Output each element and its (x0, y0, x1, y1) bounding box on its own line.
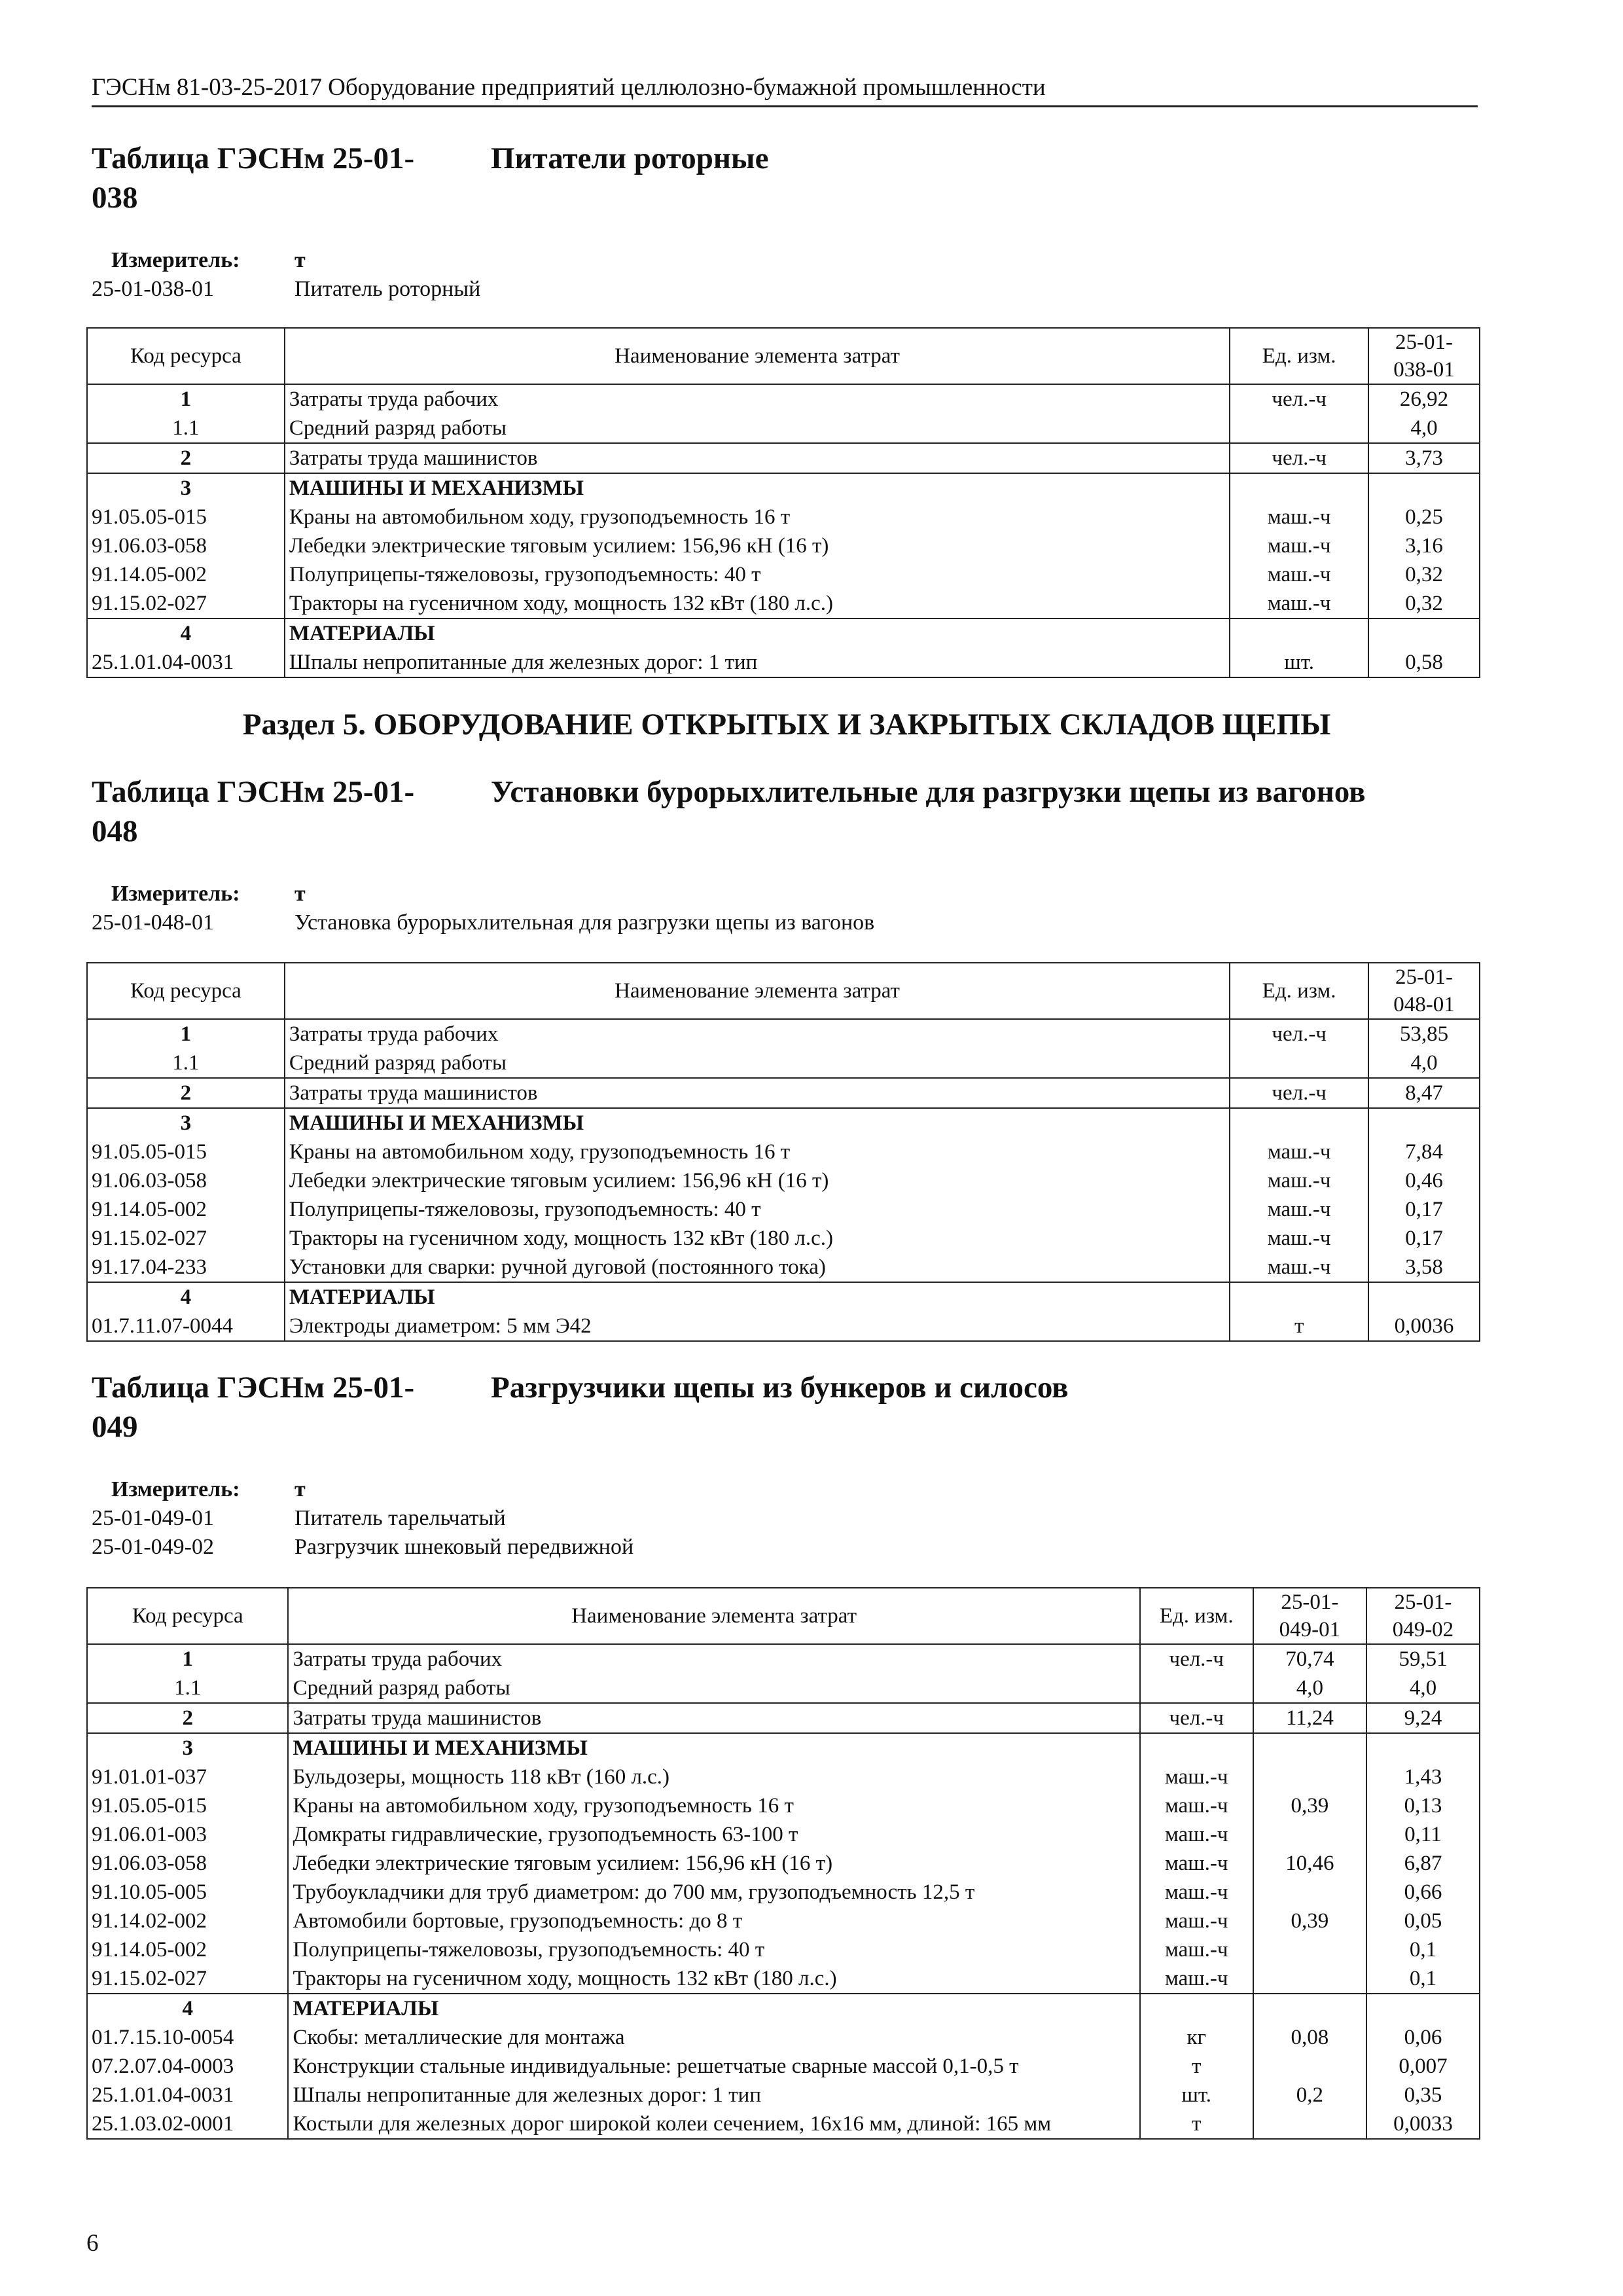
resource-name: Трубоукладчики для труб диаметром: до 700 мм, грузоподъемность 12,5 т (288, 1878, 1139, 1907)
table-number: Таблица ГЭСНм 25-01- (92, 1371, 415, 1405)
resource-unit: кг (1140, 2023, 1253, 2052)
table-number: Таблица ГЭСНм 25-01- (92, 141, 415, 175)
resource-name: МАТЕРИАЛЫ (285, 619, 1230, 648)
resource-code: 91.14.05-002 (87, 560, 285, 589)
resource-name: Тракторы на гусеничном ходу, мощность 132 кВт (180 л.с.) (285, 1224, 1230, 1253)
norm-value (1253, 1964, 1366, 1994)
resource-name: Шпалы непропитанные для железных дорог: 1 тип (285, 648, 1230, 677)
norm-value: 0,17 (1368, 1224, 1480, 1253)
resource-unit: маш.-ч (1140, 1791, 1253, 1820)
resource-name: Краны на автомобильном ходу, грузоподъемность 16 т (285, 1138, 1230, 1166)
resource-unit: маш.-ч (1140, 1907, 1253, 1935)
table-row (87, 1763, 1480, 1791)
table-title (92, 139, 1482, 217)
norm-value: 0,1 (1366, 1964, 1480, 1994)
resource-code: 3 (87, 1108, 285, 1138)
resource-name: Тракторы на гусеничном ходу, мощность 132 кВт (180 л.с.) (285, 589, 1230, 619)
resource-unit: маш.-ч (1140, 1878, 1253, 1907)
norm-value: 0,66 (1366, 1878, 1480, 1907)
resource-name: МАШИНЫ И МЕХАНИЗМЫ (285, 473, 1230, 503)
resource-unit: чел.-ч (1230, 384, 1368, 414)
resource-name: Тракторы на гусеничном ходу, мощность 132 кВт (180 л.с.) (288, 1964, 1139, 1994)
norm-value (1368, 473, 1480, 503)
table-row (87, 414, 1480, 443)
resource-code: 25.1.01.04-0031 (87, 2081, 288, 2109)
table-row (87, 531, 1480, 560)
table-row (87, 1049, 1480, 1078)
norm-value (1253, 2052, 1366, 2081)
table-name: Питатели роторные (491, 141, 769, 175)
resource-name: МАШИНЫ И МЕХАНИЗМЫ (288, 1733, 1139, 1763)
resource-unit: маш.-ч (1230, 1224, 1368, 1253)
resource-code: 91.06.03-058 (87, 531, 285, 560)
table-049-heading (92, 1368, 1482, 1562)
resource-unit (1230, 619, 1368, 648)
resource-name: Затраты труда рабочих (285, 1019, 1230, 1049)
resource-unit: маш.-ч (1230, 589, 1368, 619)
table-row (87, 1138, 1480, 1166)
norm-value: 70,74 (1253, 1644, 1366, 1674)
norm-value: 10,46 (1253, 1849, 1366, 1878)
table-row (87, 1674, 1480, 1703)
norm-value (1368, 1108, 1480, 1138)
resource-name: Средний разряд работы (288, 1674, 1139, 1703)
running-header: ГЭСНм 81-03-25-2017 Оборудование предприятий целлюлозно-бумажной промышленности (92, 73, 1478, 107)
resource-unit: чел.-ч (1140, 1644, 1253, 1674)
table-name: Установки бурорыхлительные для разгрузки щепы из вагонов (491, 775, 1366, 809)
norm-value: 26,92 (1368, 384, 1480, 414)
resource-code: 1 (87, 384, 285, 414)
resource-code: 3 (87, 1733, 288, 1763)
table-row (87, 1312, 1480, 1341)
norm-value: 3,73 (1368, 443, 1480, 473)
resource-unit (1230, 473, 1368, 503)
measure-label: Измеритель: (111, 248, 240, 272)
norm-value (1253, 1820, 1366, 1849)
resource-name: Полуприцепы-тяжеловозы, грузоподъемность: 40 т (285, 560, 1230, 589)
resource-name: Средний разряд работы (285, 414, 1230, 443)
resource-unit: шт. (1230, 648, 1368, 677)
resource-code: 2 (87, 1703, 288, 1733)
norm-value: 0,35 (1366, 2081, 1480, 2109)
resource-code: 91.06.03-058 (87, 1849, 288, 1878)
table-row (87, 2052, 1480, 2081)
table-number-suffix: 048 (92, 814, 138, 848)
resource-name: Затраты труда рабочих (285, 384, 1230, 414)
norm-value: 0,46 (1368, 1166, 1480, 1195)
resource-code: 91.10.05-005 (87, 1878, 288, 1907)
norm-value: 0,007 (1366, 2052, 1480, 2081)
resource-code: 91.01.01-037 (87, 1763, 288, 1791)
table-header-row (87, 328, 1480, 384)
norm-value (1366, 1994, 1480, 2023)
resource-name: Бульдозеры, мощность 118 кВт (160 л.с.) (288, 1763, 1139, 1791)
table-row (87, 1994, 1480, 2023)
norm-value: 7,84 (1368, 1138, 1480, 1166)
header-unit: Ед. изм. (1230, 328, 1368, 384)
resource-unit: маш.-ч (1230, 531, 1368, 560)
resource-name: Затраты труда машинистов (288, 1703, 1139, 1733)
resource-unit: чел.-ч (1230, 443, 1368, 473)
table-row (87, 473, 1480, 503)
resource-name: Автомобили бортовые, грузоподъемность: до 8 т (288, 1907, 1139, 1935)
norm-value: 1,43 (1366, 1763, 1480, 1791)
resource-code: 2 (87, 443, 285, 473)
resource-name: Лебедки электрические тяговым усилием: 156,96 кН (16 т) (285, 1166, 1230, 1195)
norm-value: 0,25 (1368, 503, 1480, 531)
table-row (87, 1907, 1480, 1935)
resource-unit: маш.-ч (1230, 560, 1368, 589)
table-row (87, 1935, 1480, 1964)
resource-code: 2 (87, 1078, 285, 1108)
norm-value: 4,0 (1253, 1674, 1366, 1703)
table-row (87, 619, 1480, 648)
resource-name: Краны на автомобильном ходу, грузоподъемность 16 т (285, 503, 1230, 531)
resource-unit: маш.-ч (1230, 1166, 1368, 1195)
table-row (87, 1166, 1480, 1195)
norm-value (1366, 1733, 1480, 1763)
resource-code: 91.06.03-058 (87, 1166, 285, 1195)
table-row (87, 1849, 1480, 1878)
norm-value: 0,0033 (1366, 2109, 1480, 2139)
resource-code: 91.14.02-002 (87, 1907, 288, 1935)
resource-unit: чел.-ч (1230, 1019, 1368, 1049)
resource-code: 25.1.01.04-0031 (87, 648, 285, 677)
resource-unit: маш.-ч (1230, 1138, 1368, 1166)
table-row (87, 1733, 1480, 1763)
resource-unit: маш.-ч (1140, 1763, 1253, 1791)
resource-name: Лебедки электрические тяговым усилием: 156,96 кН (16 т) (285, 531, 1230, 560)
table-048-heading (92, 772, 1482, 937)
resource-code: 3 (87, 473, 285, 503)
resource-code: 91.05.05-015 (87, 1791, 288, 1820)
table-row (87, 648, 1480, 677)
resource-name: Скобы: металлические для монтажа (288, 2023, 1139, 2052)
measure-unit: т (294, 882, 306, 906)
resource-unit (1230, 1282, 1368, 1312)
norm-table-048 (86, 962, 1480, 1342)
resource-code: 91.17.04-233 (87, 1253, 285, 1282)
item-name: Разгрузчик шнековый передвижной (294, 1535, 634, 1559)
resource-name: Костыли для железных дорог широкой колеи сечением, 16х16 мм, длиной: 165 мм (288, 2109, 1139, 2139)
header-unit: Ед. изм. (1230, 963, 1368, 1019)
resource-name: Шпалы непропитанные для железных дорог: 1 тип (288, 2081, 1139, 2109)
header-code: Код ресурса (87, 1588, 288, 1644)
resource-code: 01.7.11.07-0044 (87, 1312, 285, 1341)
header-norm-code: 25-01- 048-01 (1368, 963, 1480, 1019)
norm-value: 3,16 (1368, 531, 1480, 560)
table-038-heading (92, 139, 1482, 304)
norm-value (1368, 619, 1480, 648)
resource-name: МАТЕРИАЛЫ (285, 1282, 1230, 1312)
resource-unit: т (1230, 1312, 1368, 1341)
measure-block (92, 880, 1482, 937)
resource-code: 01.7.15.10-0054 (87, 2023, 288, 2052)
norm-value: 4,0 (1368, 414, 1480, 443)
table-row (87, 1964, 1480, 1994)
resource-name: Затраты труда машинистов (285, 1078, 1230, 1108)
table-row (87, 443, 1480, 473)
norm-value: 0,32 (1368, 560, 1480, 589)
resource-code: 91.06.01-003 (87, 1820, 288, 1849)
resource-code: 4 (87, 619, 285, 648)
norm-value: 0,08 (1253, 2023, 1366, 2052)
resource-unit: маш.-ч (1230, 1195, 1368, 1224)
table-number-suffix: 049 (92, 1410, 138, 1444)
resource-code: 91.15.02-027 (87, 589, 285, 619)
header-code: Код ресурса (87, 963, 285, 1019)
norm-value: 4,0 (1368, 1049, 1480, 1078)
resource-unit: т (1140, 2052, 1253, 2081)
norm-value: 59,51 (1366, 1644, 1480, 1674)
table-row (87, 1878, 1480, 1907)
table-number-suffix: 038 (92, 181, 138, 215)
header-name: Наименование элемента затрат (285, 963, 1230, 1019)
item-code: 25-01-048-01 (92, 910, 214, 935)
norm-value (1253, 2109, 1366, 2139)
table-row (87, 1019, 1480, 1049)
norm-value: 3,58 (1368, 1253, 1480, 1282)
resource-code: 25.1.03.02-0001 (87, 2109, 288, 2139)
resource-unit (1140, 1994, 1253, 2023)
norm-value: 0,11 (1366, 1820, 1480, 1849)
resource-code: 91.15.02-027 (87, 1964, 288, 1994)
norm-value: 6,87 (1366, 1849, 1480, 1878)
header-norm-code: 25-01- 038-01 (1368, 328, 1480, 384)
item-name: Установка бурорыхлительная для разгрузки щепы из вагонов (294, 910, 875, 935)
norm-value (1253, 1878, 1366, 1907)
measure-label: Измеритель: (111, 882, 240, 906)
item-code: 25-01-049-02 (92, 1535, 214, 1559)
resource-code: 07.2.07.04-0003 (87, 2052, 288, 2081)
measure-label: Измеритель: (111, 1477, 240, 1501)
resource-name: Домкраты гидравлические, грузоподъемность 63-100 т (288, 1820, 1139, 1849)
resource-unit: маш.-ч (1140, 1820, 1253, 1849)
resource-code: 4 (87, 1994, 288, 2023)
table-row (87, 2023, 1480, 2052)
norm-value: 53,85 (1368, 1019, 1480, 1049)
norm-value (1253, 1733, 1366, 1763)
resource-unit (1140, 1674, 1253, 1703)
norm-table-038 (86, 327, 1480, 678)
resource-unit: маш.-ч (1230, 503, 1368, 531)
resource-unit (1140, 1733, 1253, 1763)
measure-unit: т (294, 1477, 306, 1501)
norm-value (1253, 1935, 1366, 1964)
resource-name: Краны на автомобильном ходу, грузоподъемность 16 т (288, 1791, 1139, 1820)
table-row (87, 1820, 1480, 1849)
resource-code: 1 (87, 1644, 288, 1674)
norm-value: 0,39 (1253, 1791, 1366, 1820)
resource-unit: маш.-ч (1230, 1253, 1368, 1282)
norm-value: 8,47 (1368, 1078, 1480, 1108)
table-row (87, 384, 1480, 414)
resource-name: Полуприцепы-тяжеловозы, грузоподъемность: 40 т (285, 1195, 1230, 1224)
resource-unit: чел.-ч (1230, 1078, 1368, 1108)
table-number: Таблица ГЭСНм 25-01- (92, 775, 415, 809)
table-row (87, 1078, 1480, 1108)
norm-value: 11,24 (1253, 1703, 1366, 1733)
table-row (87, 1282, 1480, 1312)
resource-code: 1.1 (87, 1674, 288, 1703)
norm-value: 0,1 (1366, 1935, 1480, 1964)
item-name: Питатель роторный (294, 277, 481, 301)
resource-unit: маш.-ч (1140, 1935, 1253, 1964)
table-row (87, 1644, 1480, 1674)
resource-name: МАТЕРИАЛЫ (288, 1994, 1139, 2023)
norm-value: 4,0 (1366, 1674, 1480, 1703)
measure-unit: т (294, 248, 306, 272)
item-code: 25-01-049-01 (92, 1506, 214, 1530)
measure-block (92, 246, 1482, 304)
resource-name: Затраты труда рабочих (288, 1644, 1139, 1674)
resource-unit: чел.-ч (1140, 1703, 1253, 1733)
header-norm-code: 25-01- 049-02 (1366, 1588, 1480, 1644)
norm-value: 0,58 (1368, 648, 1480, 677)
resource-name: Конструкции стальные индивидуальные: решетчатые сварные массой 0,1-0,5 т (288, 2052, 1139, 2081)
header-unit: Ед. изм. (1140, 1588, 1253, 1644)
table-row (87, 560, 1480, 589)
resource-unit: шт. (1140, 2081, 1253, 2109)
resource-unit (1230, 1108, 1368, 1138)
item-code: 25-01-038-01 (92, 277, 214, 301)
norm-value: 0,13 (1366, 1791, 1480, 1820)
item-name: Питатель тарельчатый (294, 1506, 506, 1530)
norm-value (1368, 1282, 1480, 1312)
resource-code: 1.1 (87, 414, 285, 443)
norm-table-049 (86, 1587, 1480, 2140)
resource-code: 91.15.02-027 (87, 1224, 285, 1253)
table-title (92, 1368, 1482, 1446)
norm-value: 0,0036 (1368, 1312, 1480, 1341)
resource-name: Электроды диаметром: 5 мм Э42 (285, 1312, 1230, 1341)
resource-code: 91.14.05-002 (87, 1195, 285, 1224)
header-code: Код ресурса (87, 328, 285, 384)
norm-value: 0,2 (1253, 2081, 1366, 2109)
table-row (87, 2109, 1480, 2139)
table-name: Разгрузчики щепы из бункеров и силосов (491, 1371, 1069, 1405)
table-row (87, 1195, 1480, 1224)
resource-code: 1.1 (87, 1049, 285, 1078)
page-number: 6 (86, 2230, 99, 2257)
resource-code: 91.14.05-002 (87, 1935, 288, 1964)
header-name: Наименование элемента затрат (288, 1588, 1139, 1644)
table-row (87, 1791, 1480, 1820)
norm-value (1253, 1994, 1366, 2023)
table-row (87, 1703, 1480, 1733)
norm-value: 9,24 (1366, 1703, 1480, 1733)
resource-name: Средний разряд работы (285, 1049, 1230, 1078)
table-row (87, 589, 1480, 619)
table-header-row (87, 1588, 1480, 1644)
table-row (87, 1253, 1480, 1282)
resource-name: Установки для сварки: ручной дуговой (постоянного тока) (285, 1253, 1230, 1282)
resource-code: 91.05.05-015 (87, 503, 285, 531)
resource-name: Полуприцепы-тяжеловозы, грузоподъемность: 40 т (288, 1935, 1139, 1964)
resource-code: 1 (87, 1019, 285, 1049)
table-row (87, 1108, 1480, 1138)
header-name: Наименование элемента затрат (285, 328, 1230, 384)
resource-code: 91.05.05-015 (87, 1138, 285, 1166)
norm-value: 0,39 (1253, 1907, 1366, 1935)
resource-unit: т (1140, 2109, 1253, 2139)
resource-name: Затраты труда машинистов (285, 443, 1230, 473)
resource-unit (1230, 1049, 1368, 1078)
norm-value: 0,05 (1366, 1907, 1480, 1935)
table-row (87, 1224, 1480, 1253)
resource-name: МАШИНЫ И МЕХАНИЗМЫ (285, 1108, 1230, 1138)
header-norm-code: 25-01- 049-01 (1253, 1588, 1366, 1644)
resource-unit: маш.-ч (1140, 1964, 1253, 1994)
table-title (92, 772, 1482, 851)
resource-unit (1230, 414, 1368, 443)
table-row (87, 2081, 1480, 2109)
resource-name: Лебедки электрические тяговым усилием: 156,96 кН (16 т) (288, 1849, 1139, 1878)
norm-value: 0,17 (1368, 1195, 1480, 1224)
table-header-row (87, 963, 1480, 1019)
resource-code: 4 (87, 1282, 285, 1312)
table-row (87, 503, 1480, 531)
section-title: Раздел 5. ОБОРУДОВАНИЕ ОТКРЫТЫХ И ЗАКРЫТЫХ СКЛАДОВ ЩЕПЫ (242, 708, 1331, 742)
measure-block (92, 1475, 1482, 1562)
norm-value: 0,06 (1366, 2023, 1480, 2052)
resource-unit: маш.-ч (1140, 1849, 1253, 1878)
norm-value (1253, 1763, 1366, 1791)
norm-value: 0,32 (1368, 589, 1480, 619)
